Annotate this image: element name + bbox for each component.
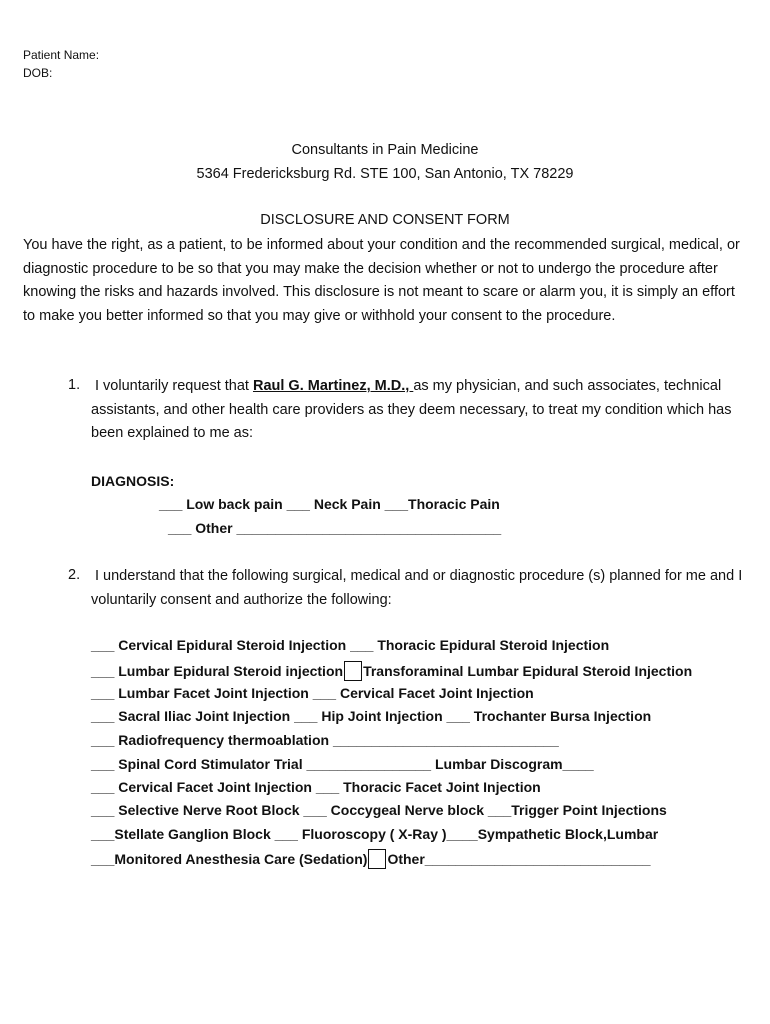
item-1-number: 1. xyxy=(68,377,81,393)
clinic-name: Consultants in Pain Medicine xyxy=(291,142,479,158)
procedure-line-1: ___ Cervical Epidural Steroid Injection ___ Thoracic Epidural Steroid Injection xyxy=(91,637,610,653)
item-1-text-before: I voluntarily request that xyxy=(95,378,253,394)
physician-name: Raul G. Martinez, M.D., xyxy=(252,378,414,394)
procedure-line-6: ___ Spinal Cord Stimulator Trial ________________ Lumbar Discogram____ xyxy=(91,756,594,772)
procedure-line-4: ___ Sacral Iliac Joint Injection ___ Hip Joint Injection ___ Trochanter Bursa Injection xyxy=(91,708,652,724)
procedure-line-3: ___ Lumbar Facet Joint Injection ___ Cervical Facet Joint Injection xyxy=(91,685,534,701)
procedure-lumbar-epidural: ___ Lumbar Epidural Steroid injection xyxy=(91,663,344,679)
procedure-line-9: ___Stellate Ganglion Block ___ Fluoroscopy ( X-Ray )____Sympathetic Block,Lumbar xyxy=(91,826,659,842)
procedure-line-10 xyxy=(91,849,651,869)
procedure-transforaminal: Transforaminal Lumbar Epidural Steroid Injection xyxy=(363,663,693,679)
patient-name-label: Patient Name: xyxy=(23,48,100,62)
transforaminal-checkbox[interactable] xyxy=(344,661,362,681)
item-2-number: 2. xyxy=(68,567,81,583)
intro-paragraph: You have the right, as a patient, to be informed about your condition and the recommended surgical, medical, or diagnostic procedure to be so that you may make the decision whether or not to undergo the procedure after knowing the risks and hazards involved. This disclosure is not meant to scare or alarm you, it is simply an effort to make you better informed so that you may give or withhold your consent to the procedure. xyxy=(23,237,740,324)
diagnosis-label: DIAGNOSIS: xyxy=(91,473,175,489)
form-title: DISCLOSURE AND CONSENT FORM xyxy=(260,212,510,228)
procedure-line-8: ___ Selective Nerve Root Block ___ Coccygeal Nerve block ___Trigger Point Injections xyxy=(91,802,667,818)
procedure-other: Other_____________________________ xyxy=(387,851,651,867)
procedure-monitored-anesthesia: ___Monitored Anesthesia Care (Sedation) xyxy=(91,851,368,867)
item-2-text: I understand that the following surgical, medical and or diagnostic procedure (s) planned for me and I voluntarily consent and authorize the following: xyxy=(91,568,743,608)
other-checkbox[interactable] xyxy=(368,849,386,869)
procedure-line-5: ___ Radiofrequency thermoablation _____________________________ xyxy=(91,732,559,748)
item-1-text-after: as my physician, and such associates, technical assistants, and other health care providers as they deem necessary, to treat my condition which has been explained to me as: xyxy=(91,378,732,441)
clinic-address: 5364 Fredericksburg Rd. STE 100, San Antonio, TX 78229 xyxy=(196,166,574,182)
item-1-text xyxy=(91,375,751,446)
procedure-line-2 xyxy=(91,661,692,681)
diagnosis-options: ___ Low back pain ___ Neck Pain ___Thoracic Pain xyxy=(159,496,500,512)
diagnosis-other: ___ Other __________________________________ xyxy=(168,520,502,536)
dob-label: DOB: xyxy=(23,66,53,80)
procedure-line-7: ___ Cervical Facet Joint Injection ___ Thoracic Facet Joint Injection xyxy=(91,779,541,795)
